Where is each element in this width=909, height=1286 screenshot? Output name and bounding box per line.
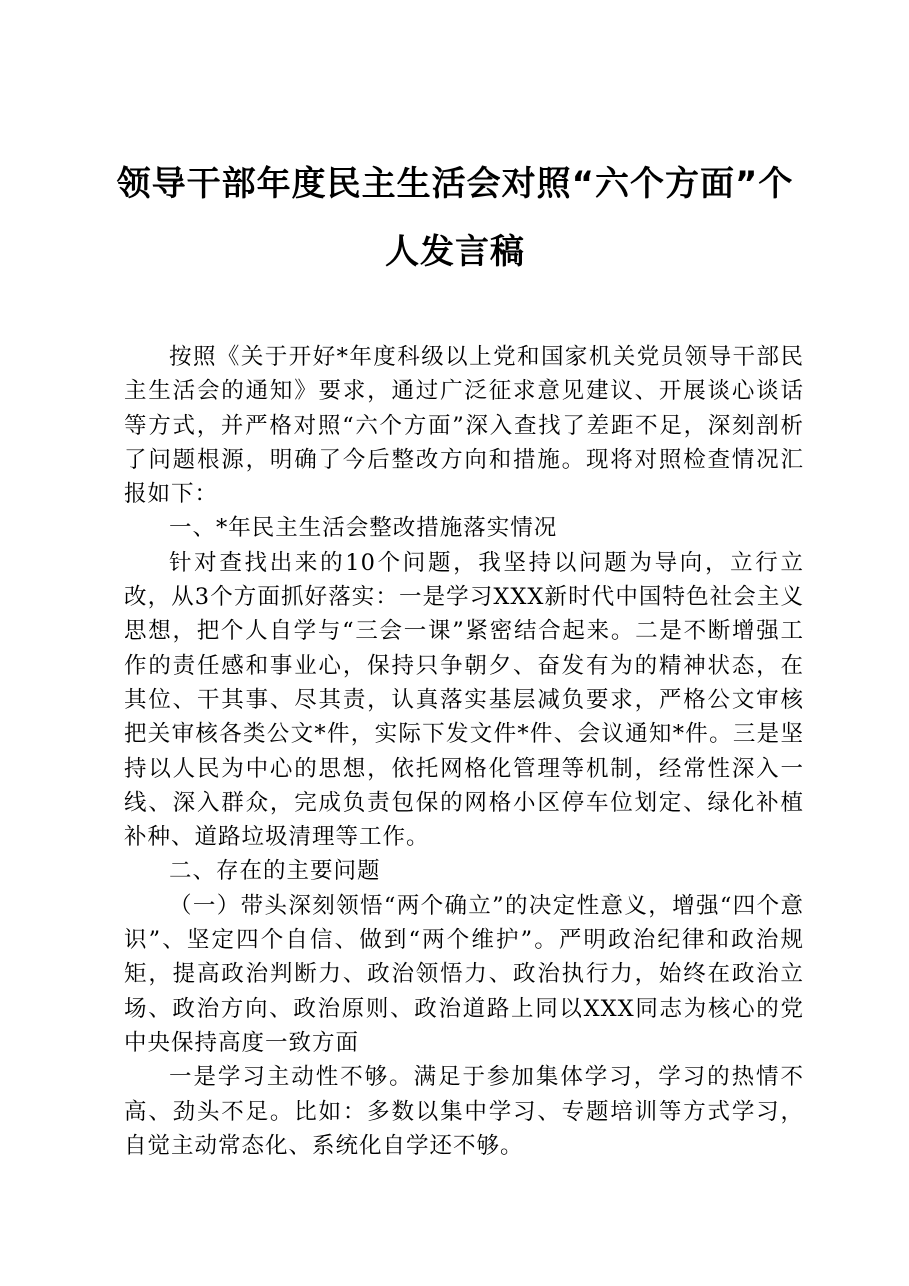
document-title-line-2: 人发言稿 [385,232,525,272]
subsection-1-paragraph: 一是学习主动性不够。满足于参加集体学习，学习的热情不高、劲头不足。比如：多数以集中学习、专题培训等方式学习，自觉主动常态化、系统化自学还不够。 [124,1064,804,1159]
document-body [124,340,804,1163]
section-1-paragraph: 针对查找出来的10个问题，我坚持以问题为导向，立行立改，从3个方面抓好落实：一是学习XXX新时代中国特色社会主义思想，把个人自学与“三会一课”紧密结合起来。二是不断增强工作的责任感和事业心，保持只争朝夕、奋发有为的精神状态，在其位、干其事、尽其责，认真落实基层减负要求，严格公文审核把关审核各类公文*件，实际下发文件*件、会议通知*件。三是坚持以人民为中心的思想，依托网格化管理等机制，经常性深入一线、深入群众，完成负责包保的网格小区停车位划定、绿化补植补种、道路垃圾清理等工作。 [124,549,804,851]
section-heading-2: 二、存在的主要问题 [169,858,381,885]
intro-paragraph: 按照《关于开好*年度科级以上党和国家机关党员领导干部民主生活会的通知》要求，通过广泛征求意见建议、开展谈心谈话等方式，并严格对照“六个方面”深入查找了差距不足，深刻剖析了问题根源，明确了今后整改方向和措施。现将对照检查情况汇报如下： [124,344,804,508]
subsection-heading-1: （一）带头深刻领悟“两个确立”的决定性意义，增强“四个意识”、坚定四个自信、做到“两个维护”。严明政治纪律和政治规矩，提高政治判断力、政治领悟力、政治执行力，始终在政治立场、政治方向、政治原则、政治道路上同以XXX同志为核心的党中央保持高度一致方面 [124,892,804,1056]
section-heading-1: 一、*年民主生活会整改措施落实情况 [169,515,558,542]
document-title-line-1: 领导干部年度民主生活会对照“六个方面”个 [116,164,794,204]
